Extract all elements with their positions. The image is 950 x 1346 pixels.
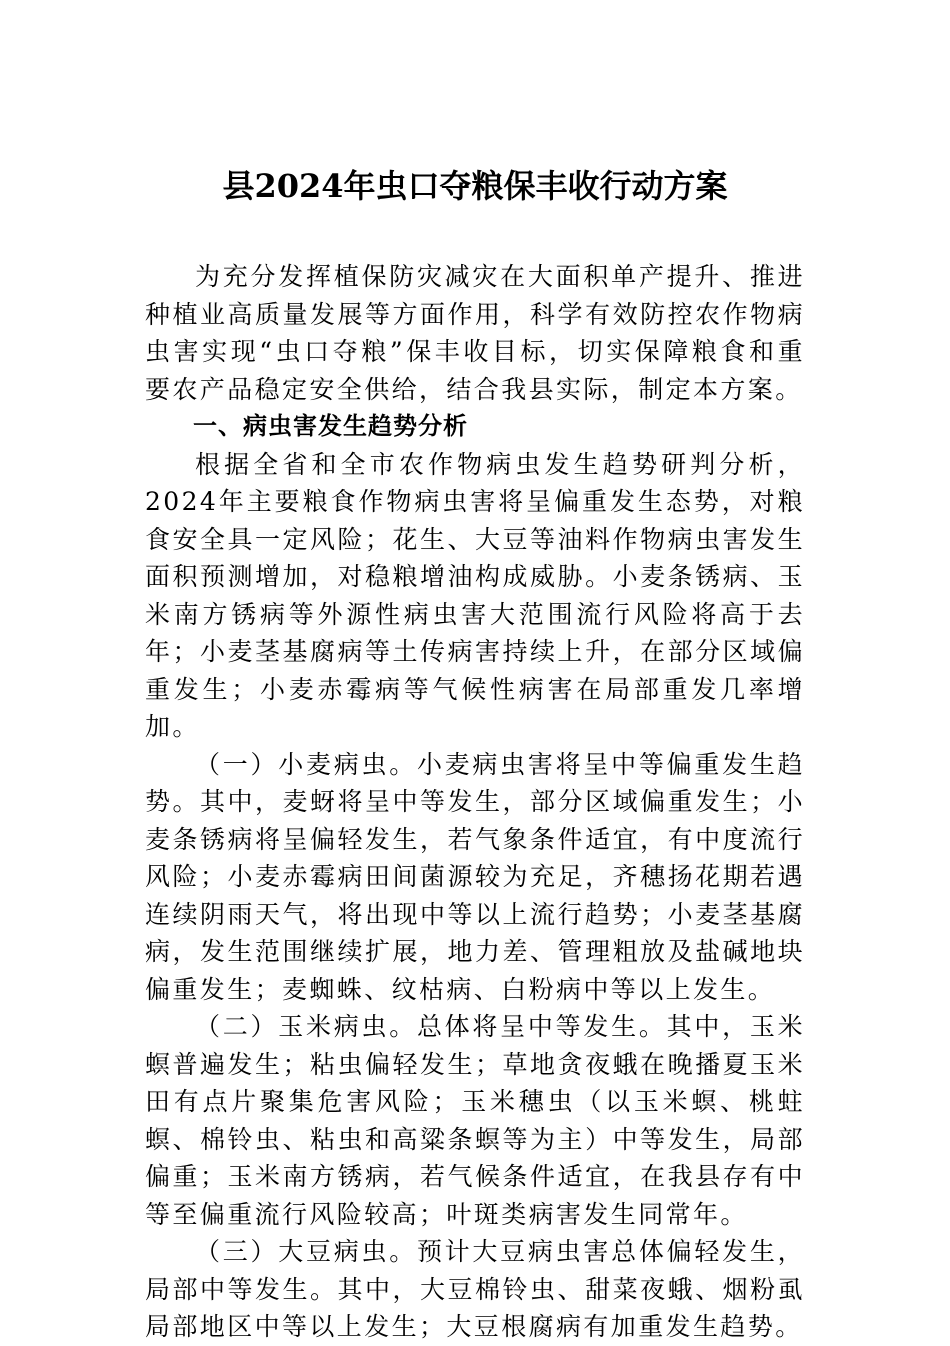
wheat-paragraph: （一）小麦病虫。小麦病虫害将呈中等偏重发生趋势。其中，麦蚜将呈中等发生，部分区域偏重发生；小麦条锈病将呈偏轻发生，若气象条件适宜，有中度流行风险；小麦赤霉病田间菌源较为充足，齐穗扬花期若遇连续阴雨天气，将出现中等以上流行趋势；小麦茎基腐病，发生范围继续扩展，地力差、管理粗放及盐碱地块偏重发生；麦蜘蛛、纹枯病、白粉病中等以上发生。 xyxy=(145,749,805,1004)
document-body xyxy=(145,258,805,1346)
document-title: 县2024年虫口夺粮保丰收行动方案 xyxy=(222,167,728,205)
intro-paragraph: 为充分发挥植保防灾减灾在大面积单产提升、推进种植业高质量发展等方面作用，科学有效防控农作物病虫害实现“虫口夺粮”保丰收目标，切实保障粮食和重要农产品稳定安全供给，结合我县实际，制定本方案。 xyxy=(145,262,805,404)
section-heading: 一、病虫害发生趋势分析 xyxy=(193,412,468,440)
overview-paragraph: 根据全省和全市农作物病虫发生趋势研判分析，2024年主要粮食作物病虫害将呈偏重发生态势，对粮食安全具一定风险；花生、大豆等油料作物病虫害发生面积预测增加，对稳粮增油构成威胁。小麦条锈病、玉米南方锈病等外源性病虫害大范围流行风险将高于去年；小麦茎基腐病等土传病害持续上升，在部分区域偏重发生；小麦赤霉病等气候性病害在局部重发几率增加。 xyxy=(145,449,805,741)
soybean-paragraph: （三）大豆病虫。预计大豆病虫害总体偏轻发生，局部中等发生。其中，大豆棉铃虫、甜菜夜蛾、烟粉虱局部地区中等以上发生；大豆根腐病有加重发生趋势。 xyxy=(145,1237,805,1341)
corn-paragraph: （二）玉米病虫。总体将呈中等发生。其中，玉米螟普遍发生；粘虫偏轻发生；草地贪夜蛾在晚播夏玉米田有点片聚集危害风险；玉米穗虫（以玉米螟、桃蛀螟、棉铃虫、粘虫和高粱条螟等为主）中等发生，局部偏重；玉米南方锈病，若气候条件适宜，在我县存有中等至偏重流行风险较高；叶斑类病害发生同常年。 xyxy=(145,1012,805,1229)
